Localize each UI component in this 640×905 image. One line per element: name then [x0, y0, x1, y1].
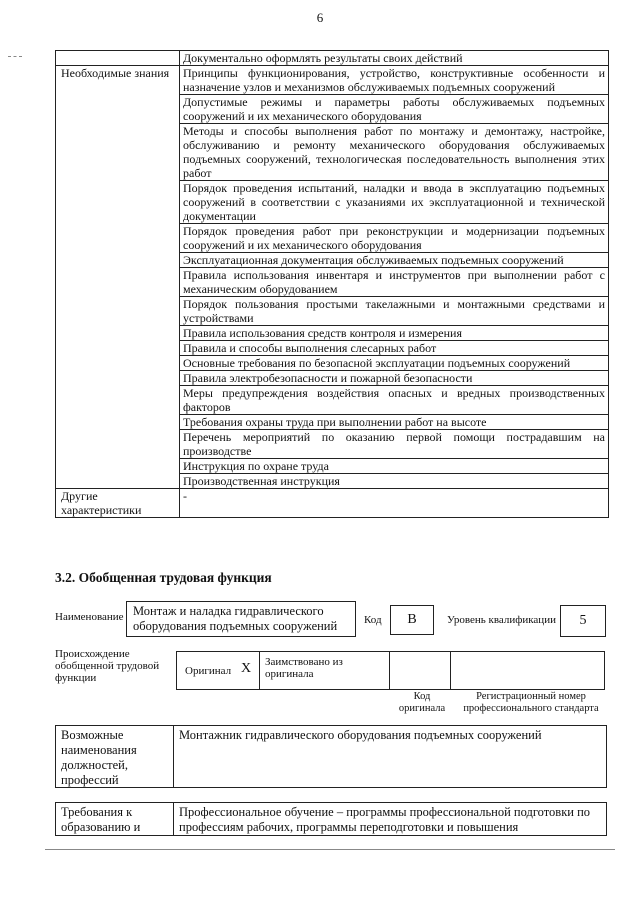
knowledge-item: Меры предупреждения воздействия опасных и вредных производственных факторов	[180, 386, 609, 415]
reg-number-label: Регистрационный номер профессионального стандарта	[463, 691, 599, 714]
first-row-cell: Документально оформлять результаты своих действий	[180, 51, 609, 66]
original-label: Оригинал	[185, 665, 232, 677]
knowledge-item: Правила электробезопасности и пожарной безопасности	[180, 371, 609, 386]
name-label: Наименование	[55, 611, 124, 623]
origin-divider	[450, 652, 451, 689]
knowledge-table	[55, 50, 609, 518]
knowledge-item: Порядок пользования простыми такелажными и монтажными средствами и устройствами	[180, 297, 609, 326]
knowledge-item: Требования охраны труда при выполнении работ на высоте	[180, 415, 609, 430]
code-value-box: B	[390, 605, 434, 635]
knowledge-item: Основные требования по безопасной эксплуатации подъемных сооружений	[180, 356, 609, 371]
origin-divider	[259, 652, 260, 689]
knowledge-item: Эксплуатационная документация обслуживаемых подъемных сооружений	[180, 253, 609, 268]
knowledge-item: Перечень мероприятий по оказанию первой помощи пострадавшим на производстве	[180, 430, 609, 459]
empty-label-cell	[56, 51, 180, 66]
knowledge-item: Методы и способы выполнения работ по монтажу и демонтажу, настройке, обслуживанию и ремонту механического оборудования обслуживаемых подъемных сооружений, технологическая последовательность выполнения этих работ	[180, 124, 609, 181]
knowledge-item: Принципы функционирования, устройство, конструктивные особенности и назначение узлов и механизмов обслуживаемых подъемных сооружений	[180, 66, 609, 95]
page-number: 6	[316, 10, 324, 25]
positions-table	[55, 725, 607, 788]
knowledge-item: Инструкция по охране труда	[180, 459, 609, 474]
table-row	[56, 489, 609, 518]
name-value-box: Монтаж и наладка гидравлического оборудования подъемных сооружений	[126, 601, 356, 637]
education-label: Требования к образованию и	[56, 803, 174, 835]
education-table	[55, 802, 607, 836]
borrowed-label: Заимствовано из оригинала	[265, 656, 343, 680]
origin-label: Происхождение обобщенной трудовой функции	[55, 648, 160, 684]
original-mark: X	[241, 661, 252, 676]
knowledge-label: Необходимые знания	[56, 66, 180, 489]
other-value: -	[180, 489, 609, 518]
knowledge-item: Производственная инструкция	[180, 474, 609, 489]
code-label: Код	[364, 614, 382, 626]
knowledge-item: Допустимые режимы и параметры работы обслуживаемых подъемных сооружений и их механического оборудования	[180, 95, 609, 124]
knowledge-item: Порядок проведения работ при реконструкции и модернизации подъемных сооружений и их механического оборудования	[180, 224, 609, 253]
other-label: Другие характеристики	[56, 489, 180, 518]
table-row	[56, 66, 609, 95]
table-row	[56, 51, 609, 66]
origin-divider	[389, 652, 390, 689]
knowledge-item: Правила использования средств контроля и измерения	[180, 326, 609, 341]
section-title: 3.2. Обобщенная трудовая функция	[55, 570, 272, 585]
education-value: Профессиональное обучение – программы профессиональной подготовки по профессиям рабочих, программы переподготовки и повышения	[179, 805, 591, 834]
positions-value: Монтажник гидравлического оборудования подъемных сооружений	[179, 728, 542, 742]
level-label: Уровень квалификации	[447, 614, 556, 626]
code-original-label: Код оригинала	[398, 691, 446, 714]
positions-label: Возможные наименования должностей, профессий	[56, 726, 174, 787]
knowledge-item: Порядок проведения испытаний, наладки и ввода в эксплуатацию подъемных сооружений в соответствии с указаниями их эксплуатационной и технической документации	[180, 181, 609, 224]
origin-table	[176, 651, 605, 690]
knowledge-item: Правила использования инвентаря и инструментов при выполнении работ с механическим оборудованием	[180, 268, 609, 297]
margin-mark	[8, 56, 22, 57]
level-value-box: 5	[560, 605, 606, 637]
knowledge-item: Правила и способы выполнения слесарных работ	[180, 341, 609, 356]
page-bottom-line	[45, 849, 615, 850]
